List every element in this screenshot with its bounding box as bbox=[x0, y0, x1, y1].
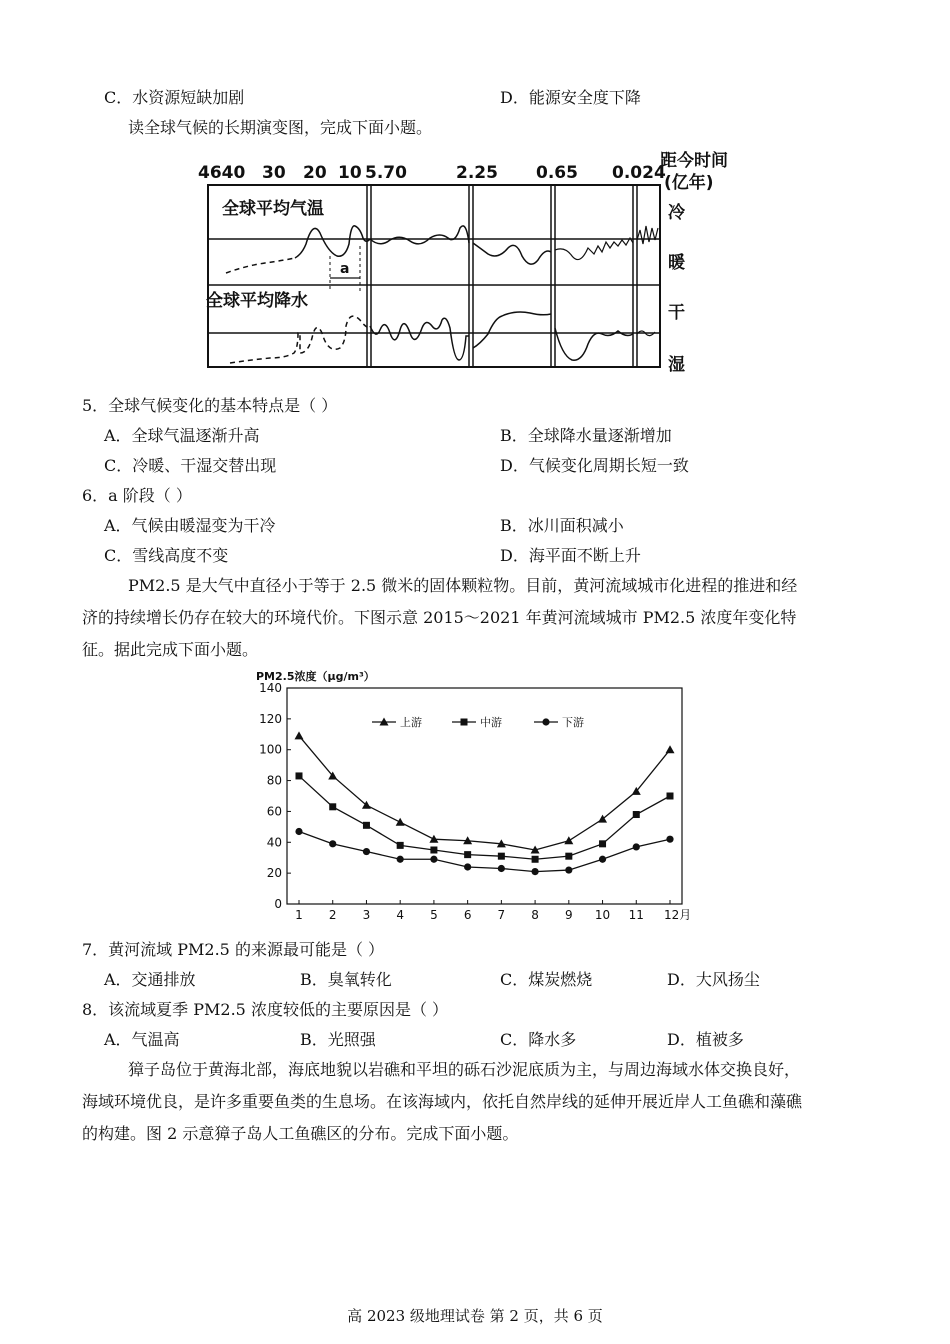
q5-option-b: B．全球降水量逐渐增加 bbox=[500, 426, 672, 445]
side-label-warm: 暖 bbox=[668, 253, 685, 273]
x-tick-label: 10 bbox=[594, 908, 611, 922]
data-point bbox=[498, 865, 505, 872]
data-point bbox=[599, 856, 606, 863]
data-point bbox=[667, 793, 674, 800]
data-point bbox=[296, 772, 303, 779]
intro-pm25: PM2.5 是大气中直径小于等于 2.5 微米的固体颗粒物。目前，黄河流域城市化进程的推进和经济的持续增长仍存在较大的环境代价。下图示意 2015～2021 年黄河流域城市 PM2.5 浓度年变化特征。据此完成下面小题。 bbox=[82, 576, 798, 659]
legend-label: 上游 bbox=[400, 716, 422, 729]
y-tick-label: 60 bbox=[266, 804, 282, 819]
y-tick-label: 120 bbox=[259, 711, 282, 726]
q8-option-b: B．光照强 bbox=[300, 1030, 376, 1049]
time-label: 20 bbox=[303, 163, 327, 183]
q7-option-b: B．臭氧转化 bbox=[300, 970, 392, 989]
y-axis-label: PM2.5浓度（μg/m³） bbox=[256, 670, 375, 683]
side-label-cold: 冷 bbox=[668, 203, 685, 223]
y-tick-label: 0 bbox=[274, 897, 282, 911]
legend-label: 中游 bbox=[480, 716, 502, 729]
q8-option-a: A．气温高 bbox=[104, 1030, 180, 1049]
intro-zhangzi-island: 獐子岛位于黄海北部，海底地貌以岩礁和平坦的砾石沙泥底质为主，与周边海域水体交换良好，海域环境优良，是许多重要鱼类的生息场。在该海域内，依托自然岸线的延伸开展近岸人工鱼礁和藻礁的构建。图 2 示意獐子岛人工鱼礁区的分布。完成下面小题。 bbox=[82, 1060, 803, 1143]
data-point bbox=[599, 840, 606, 847]
time-label: 0.024 bbox=[612, 163, 666, 183]
x-tick-label: 12月 bbox=[664, 908, 692, 922]
q4-option-c: C．水资源短缺加剧 bbox=[104, 88, 245, 107]
data-point bbox=[532, 856, 539, 863]
data-point bbox=[565, 866, 572, 873]
data-point bbox=[329, 840, 336, 847]
x-tick-label: 2 bbox=[328, 908, 337, 922]
x-tick-label: 11 bbox=[628, 908, 644, 922]
data-point bbox=[633, 843, 640, 850]
y-tick-label: 20 bbox=[266, 866, 282, 881]
x-tick-label: 6 bbox=[463, 908, 472, 922]
q7-stem: 7．黄河流域 PM2.5 的来源最可能是（ ） bbox=[82, 940, 385, 959]
unit-label-1: 距今时间 bbox=[660, 151, 728, 171]
q5-option-a: A．全球气温逐渐升高 bbox=[104, 426, 260, 445]
data-point bbox=[666, 745, 675, 753]
time-label: 4640 bbox=[198, 163, 246, 183]
q6-option-c: C．雪线高度不变 bbox=[104, 546, 229, 565]
x-tick-label: 3 bbox=[362, 908, 371, 922]
x-tick-label: 8 bbox=[531, 908, 539, 922]
q5-option-c: C．冷暖、干湿交替出现 bbox=[104, 456, 277, 475]
series-line bbox=[299, 776, 670, 859]
data-point bbox=[531, 868, 538, 875]
data-point bbox=[363, 822, 370, 829]
a-stage-label: a bbox=[340, 261, 350, 277]
data-point bbox=[564, 836, 573, 844]
q5-option-d: D．气候变化周期长短一致 bbox=[500, 456, 689, 475]
time-label: 0.65 bbox=[536, 163, 578, 183]
q5-stem: 5．全球气候变化的基本特点是（ ） bbox=[82, 396, 338, 415]
data-point bbox=[363, 848, 370, 855]
y-tick-label: 80 bbox=[266, 773, 282, 788]
data-point bbox=[295, 828, 302, 835]
y-tick-label: 100 bbox=[259, 742, 282, 757]
legend-marker bbox=[542, 718, 549, 725]
time-label: 5.70 bbox=[365, 163, 407, 183]
q8-option-d: D．植被多 bbox=[667, 1030, 744, 1049]
data-point bbox=[633, 811, 640, 818]
side-label-dry: 干 bbox=[668, 303, 685, 323]
q8-option-c: C．降水多 bbox=[500, 1030, 577, 1049]
unit-label-2: (亿年) bbox=[664, 173, 714, 193]
data-point bbox=[464, 851, 471, 858]
q7-option-c: C．煤炭燃烧 bbox=[500, 970, 593, 989]
legend-label: 下游 bbox=[562, 716, 584, 729]
q4-option-d: D．能源安全度下降 bbox=[500, 88, 641, 107]
x-tick-label: 7 bbox=[497, 908, 506, 922]
x-tick-label: 1 bbox=[295, 908, 303, 922]
q6-option-d: D．海平面不断上升 bbox=[500, 546, 641, 565]
intro-climate: 读全球气候的长期演变图，完成下面小题。 bbox=[128, 118, 433, 137]
precipitation-label: 全球平均降水 bbox=[206, 291, 308, 311]
data-point bbox=[666, 836, 673, 843]
data-point bbox=[396, 818, 405, 826]
data-point bbox=[295, 731, 304, 739]
x-tick-label: 5 bbox=[430, 908, 438, 922]
side-label-wet: 湿 bbox=[668, 355, 685, 375]
y-tick-label: 140 bbox=[259, 681, 282, 695]
climate-evolution-figure bbox=[190, 148, 730, 383]
q6-option-a: A．气候由暖湿变为干冷 bbox=[104, 516, 276, 535]
data-point bbox=[329, 803, 336, 810]
data-point bbox=[498, 853, 505, 860]
q7-option-a: A．交通排放 bbox=[104, 970, 196, 989]
page-footer: 高 2023 级地理试卷 第 2 页，共 6 页 bbox=[347, 1307, 603, 1325]
data-point bbox=[565, 853, 572, 860]
time-label: 30 bbox=[262, 163, 286, 183]
legend-marker bbox=[461, 719, 468, 726]
data-point bbox=[397, 842, 404, 849]
time-label: 2.25 bbox=[456, 163, 498, 183]
data-point bbox=[430, 856, 437, 863]
series-line bbox=[299, 831, 670, 871]
x-tick-label: 9 bbox=[564, 908, 573, 922]
data-point bbox=[464, 863, 471, 870]
q6-option-b: B．冰川面积减小 bbox=[500, 516, 624, 535]
data-point bbox=[430, 847, 437, 854]
y-tick-label: 40 bbox=[266, 835, 282, 850]
data-point bbox=[397, 856, 404, 863]
q7-option-d: D．大风扬尘 bbox=[667, 970, 760, 989]
q8-stem: 8．该流域夏季 PM2.5 浓度较低的主要原因是（ ） bbox=[82, 1000, 449, 1019]
temperature-label: 全球平均气温 bbox=[222, 199, 324, 219]
pm25-chart bbox=[240, 664, 700, 928]
x-tick-label: 4 bbox=[396, 908, 405, 922]
q6-stem: 6．a 阶段（ ） bbox=[82, 486, 192, 505]
time-label: 10 bbox=[338, 163, 362, 183]
